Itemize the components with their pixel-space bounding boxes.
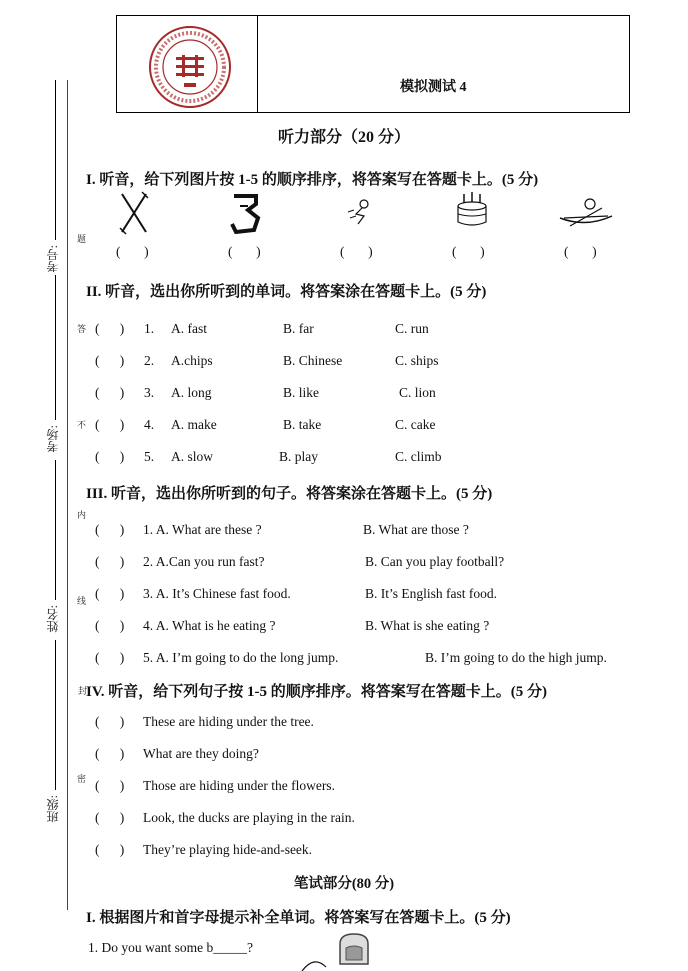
sentence-row [95,714,314,730]
sentence-text: What are they doing? [143,746,259,761]
option-b: B. take [283,417,322,432]
birthday-cake-icon [452,190,492,230]
margin-char: 封 [78,686,88,696]
sentence-row [95,842,313,858]
margin-fill-line [55,460,56,600]
option-a: 3. A. It’s Chinese fast food. [143,586,291,601]
option-c: C. climb [395,449,442,464]
answer-blank[interactable]: ( ) [340,244,373,259]
written-section-title: 笔试部分(80 分) [293,876,395,892]
option-b: B. like [283,385,319,400]
option-a: A.chips [171,353,213,368]
option-a: A. make [171,417,217,432]
question-number: 4. [144,417,155,432]
answer-blank[interactable]: ( ) [95,650,125,665]
answer-blank[interactable]: ( ) [95,385,125,400]
school-seal-icon [148,25,232,109]
written-question-1: 1. Do you want some b_____? [88,940,253,955]
name-label: 姓名: [46,605,60,633]
question-row [95,417,436,433]
part2-heading: II. 听音，选出你所听到的单词。将答案涂在答题卡上。(5 分) [86,284,487,300]
sentence-text: They’re playing hide-and-seek. [143,842,313,857]
exam-room-label: 考场: [46,425,60,453]
margin-char: 题 [77,234,87,244]
margin-char: 答 [77,324,87,334]
answer-blank[interactable]: ( ) [116,244,149,259]
margin-fill-line [55,640,56,790]
skater-icon [344,198,376,228]
question-row [95,321,429,337]
option-a: A. fast [171,321,207,336]
option-c: C. cake [395,417,436,432]
sentence-text: These are hiding under the tree. [143,714,314,729]
sentence-row [95,778,335,794]
answer-blank[interactable]: ( ) [95,353,125,368]
question-row [95,449,442,465]
question-row [95,618,490,634]
question-row [95,385,436,401]
option-a: 2. A.Can you run fast? [143,554,265,569]
answer-blank[interactable]: ( ) [95,554,125,569]
option-a: A. long [171,385,212,400]
bread-icon [334,930,374,968]
sentence-row [95,746,259,762]
option-b: B. What are those ? [363,522,469,537]
option-a: 4. A. What is he eating ? [143,618,276,633]
question-number: 2. [144,353,155,368]
test-title: 模拟测试 4 [400,80,467,95]
option-b: B. play [279,449,318,464]
answer-blank[interactable]: ( ) [95,778,125,793]
sentence-row [95,810,355,826]
question-number: 5. [144,449,155,464]
margin-char: 密 [77,774,87,784]
question-number: 3. [144,385,155,400]
answer-blank[interactable]: ( ) [95,417,125,432]
option-a: 1. A. What are these ? [143,522,262,537]
question-number: 1. [144,321,155,336]
decorative-curve-icon [300,955,330,971]
exam-number-label: 考号: [46,245,60,273]
question-row [95,522,469,538]
question-row [95,353,439,369]
option-a: A. slow [171,449,214,464]
margin-char: 不 [77,420,87,430]
margin-fill-line [55,275,56,420]
option-c: C. lion [399,385,436,400]
answer-blank[interactable]: ( ) [564,244,597,259]
answer-blank[interactable]: ( ) [95,586,125,601]
option-b: B. Can you play football? [365,554,505,569]
option-c: C. ships [395,353,439,368]
answer-blank[interactable]: ( ) [95,714,125,729]
option-c: C. run [395,321,429,336]
binding-line [67,80,68,910]
answer-blank[interactable]: ( ) [95,522,125,537]
option-b: B. It’s English fast food. [365,586,497,601]
sentence-text: Those are hiding under the flowers. [143,778,335,793]
answer-blank[interactable]: ( ) [228,244,261,259]
part1-heading: I. 听音，给下列图片按 1-5 的顺序排序，将答案写在答题卡上。(5 分) [86,172,539,188]
header-divider [257,16,258,112]
number-three-shape-icon [226,190,266,236]
rowing-boat-icon [556,196,616,232]
answer-blank[interactable]: ( ) [95,618,125,633]
question-row [95,650,607,666]
margin-char: 线 [77,596,87,606]
fork-and-knife-icon [118,190,152,236]
option-b: B. Chinese [283,353,343,368]
margin-fill-line [55,80,56,240]
listening-section-title: 听力部分（20 分） [277,129,410,146]
answer-blank[interactable]: ( ) [95,842,125,857]
part4-heading: IV. 听音，给下列句子按 1-5 的顺序排序。将答案写在答题卡上。(5 分) [86,684,547,700]
answer-blank[interactable]: ( ) [452,244,485,259]
sentence-text: Look, the ducks are playing in the rain. [143,810,355,825]
answer-blank[interactable]: ( ) [95,321,125,336]
answer-blank[interactable]: ( ) [95,810,125,825]
answer-blank[interactable]: ( ) [95,449,125,464]
class-label: 班级: [46,795,60,823]
part3-heading: III. 听音，选出你所听到的句子。将答案涂在答题卡上。(5 分) [86,486,493,502]
written-part1-heading: I. 根据图片和首字母提示补全单词。将答案写在答题卡上。(5 分) [86,910,511,926]
question-row [95,554,505,570]
margin-char: 内 [77,510,87,520]
option-b: B. far [283,321,314,336]
option-b: B. What is she eating ? [365,618,490,633]
option-b: B. I’m going to do the high jump. [425,650,607,665]
option-a: 5. A. I’m going to do the long jump. [143,650,339,665]
answer-blank[interactable]: ( ) [95,746,125,761]
question-row [95,586,497,602]
